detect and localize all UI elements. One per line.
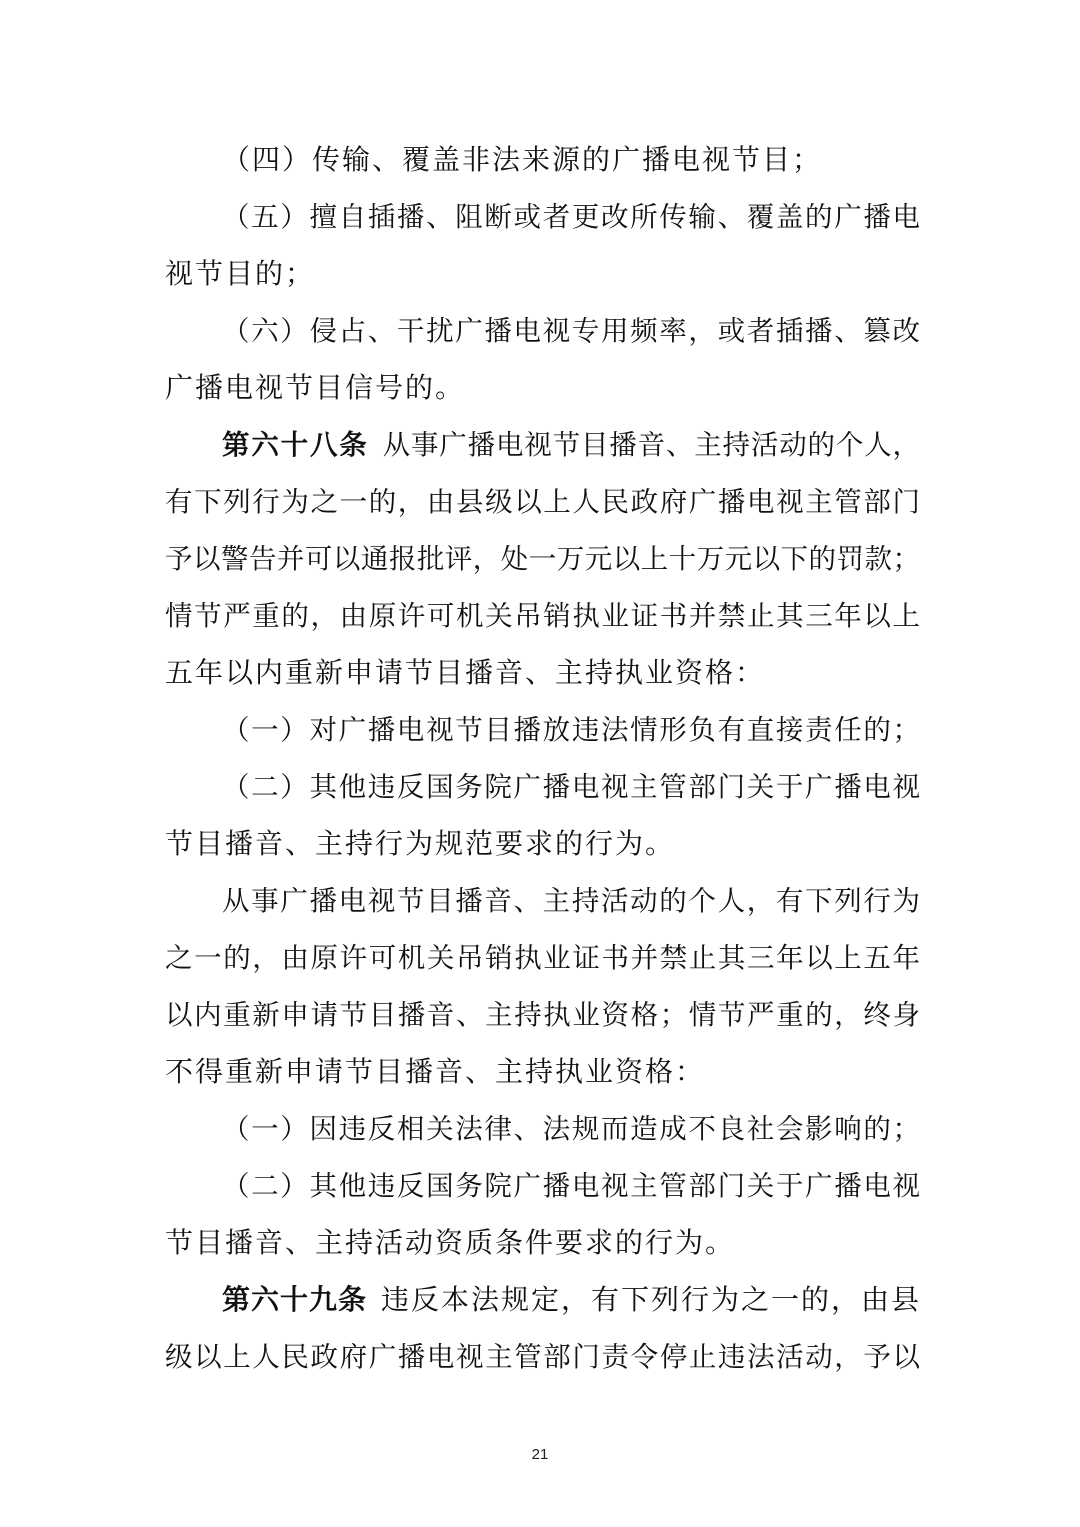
page-number: 21 bbox=[531, 1446, 549, 1463]
body-line: （一）对广播电视节目播放违法情形负有直接责任的； bbox=[222, 714, 920, 746]
body-line: （二）其他违反国务院广播电视主管部门关于广播电视 bbox=[222, 1170, 920, 1202]
body-line: （六）侵占、干扰广播电视专用频率，或者插播、篡改 bbox=[222, 315, 920, 347]
body-line: （四）传输、覆盖非法来源的广播电视节目； bbox=[222, 143, 823, 176]
body-line: 视节目的； bbox=[165, 257, 316, 290]
body-line: 不得重新申请节目播音、主持执业资格： bbox=[165, 1055, 706, 1088]
article-heading: 第六十九条 bbox=[222, 1283, 368, 1316]
body-line: 情节严重的，由原许可机关吊销执业证书并禁止其三年以上 bbox=[165, 600, 920, 632]
body-line: （一）因违反相关法律、法规而造成不良社会影响的； bbox=[222, 1113, 920, 1145]
body-line: 予以警告并可以通报批评，处一万元以上十万元以下的罚款； bbox=[165, 543, 920, 575]
body-line: 级以上人民政府广播电视主管部门责令停止违法活动，予以 bbox=[165, 1341, 920, 1373]
article-text: 违反本法规定，有下列行为之一的，由县 bbox=[381, 1283, 922, 1316]
article-heading: 第六十八条 bbox=[222, 429, 369, 461]
body-line: 广播电视节目信号的。 bbox=[165, 371, 466, 404]
body-line: （五）擅自插播、阻断或者更改所传输、覆盖的广播电 bbox=[222, 201, 920, 233]
article-line bbox=[222, 425, 920, 465]
body-line: 节目播音、主持行为规范要求的行为。 bbox=[165, 827, 676, 860]
body-line: 节目播音、主持活动资质条件要求的行为。 bbox=[165, 1226, 736, 1259]
body-line: 以内重新申请节目播音、主持执业资格；情节严重的，终身 bbox=[165, 999, 920, 1031]
body-line: 之一的，由原许可机关吊销执业证书并禁止其三年以上五年 bbox=[165, 942, 920, 974]
body-line: 有下列行为之一的，由县级以上人民政府广播电视主管部门 bbox=[165, 486, 920, 518]
article-text: 从事广播电视节目播音、主持活动的个人， bbox=[382, 429, 921, 461]
body-line: （二）其他违反国务院广播电视主管部门关于广播电视 bbox=[222, 771, 920, 803]
article-line bbox=[222, 1280, 920, 1320]
body-line: 从事广播电视节目播音、主持活动的个人，有下列行为 bbox=[222, 885, 920, 917]
body-line: 五年以内重新申请节目播音、主持执业资格： bbox=[165, 656, 766, 689]
